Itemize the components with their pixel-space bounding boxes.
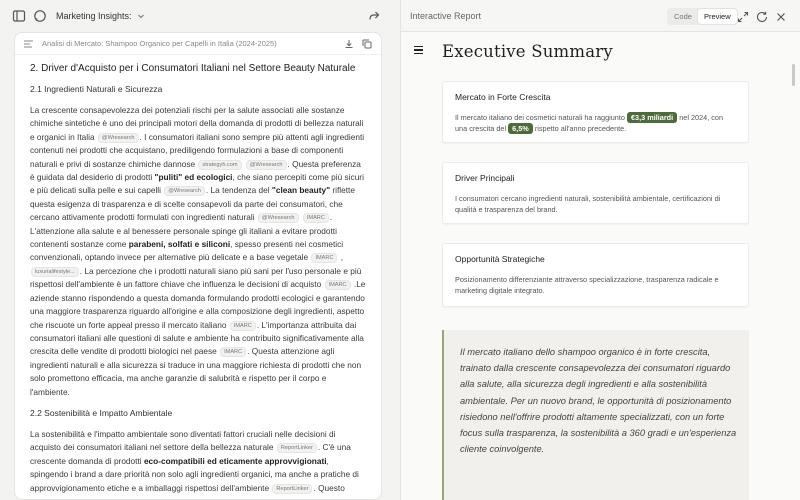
text-run: .Le aziende stanno rispondendo a questa domanda formulando prodotti ecologici e garantendo una maggiore trasparenza riguardo all'origine e alla composizione degli ingredienti, aspetto che riscuote un forte appeal presso il mercato italiano xyxy=(30,279,366,330)
tab-preview[interactable]: Preview xyxy=(698,9,737,24)
text-run: nel 2024, con una crescita del xyxy=(455,113,724,133)
text-run: La crescente consapevolezza dei potenziali rischi per la salute associati alle sostanze chimiche sintetiche è uno dei principali motori della domanda di prodotti di bellezza naturali e organici in Italia xyxy=(30,105,364,142)
text-run: Il mercato italiano dei cosmetici naturali ha raggiunto xyxy=(455,113,625,122)
refresh-icon[interactable] xyxy=(754,9,770,25)
text-run: , spesso presenti nei cosmetici convenzionali, optando invece per alternative più delicate e a base vegetale xyxy=(30,239,344,263)
citation-chip[interactable]: IMARC xyxy=(303,213,329,223)
report-title: Executive Summary xyxy=(442,42,613,61)
report-pane xyxy=(400,32,800,500)
share-icon[interactable] xyxy=(366,8,382,24)
citation-chip[interactable]: luxurialifestyle... xyxy=(31,267,79,277)
text-run: La sostenibilità e l'impatto ambientale sono diventati fattori cruciali nelle decisioni di acquisto dei consumatori italiani nel settore della bellezza naturale xyxy=(30,428,336,453)
card-heading: Opportunità Strategiche xyxy=(455,254,545,264)
citation-chip[interactable]: @Wresearch xyxy=(246,160,287,170)
tab-code[interactable]: Code xyxy=(674,12,692,21)
right-topbar xyxy=(400,0,800,32)
expand-icon[interactable] xyxy=(735,9,751,25)
summary-card-drivers xyxy=(442,162,749,224)
download-icon[interactable] xyxy=(344,39,354,49)
citation-chip[interactable]: @Wresearch xyxy=(258,213,299,223)
view-toggle xyxy=(667,8,738,25)
text-run: . La percezione che i prodotti naturali siano più sani per l'uso personale e più rispettosi dell'ambiente è un fattore chiave che influenza le decisioni di acquisto xyxy=(30,265,362,290)
close-icon[interactable] xyxy=(773,9,789,25)
card-heading: Mercato in Forte Crescita xyxy=(455,92,551,102)
summary-card-market xyxy=(442,81,749,143)
list-icon[interactable] xyxy=(24,40,33,48)
citation-chip[interactable]: ReportLinker xyxy=(272,484,312,494)
card-text: I consumatori cercano ingredienti naturali, sostenibilità ambientale, certificazioni di qualità e trasparenza del brand. xyxy=(455,194,721,214)
copy-icon[interactable] xyxy=(362,39,372,49)
sidebar-toggle-icon[interactable] xyxy=(11,8,27,24)
text-run: . Questa preferenza è guidata dal desiderio di prodotti xyxy=(30,158,361,183)
citation-chip[interactable]: IMARC xyxy=(230,321,256,331)
citation-chip[interactable]: IMARC xyxy=(325,280,351,290)
subsection-heading: 2.2 Sostenibilità e Impatto Ambientale xyxy=(30,407,173,418)
text-run: . Questa attenzione agli ingredienti naturali e alla sicurezza si traduce in una maggiore richiesta di prodotti che non solo promettono efficacia, ma anche garanzie di salubrità e rispetto per il corpo e l'ambiente. xyxy=(30,346,362,397)
highlight-value: 6,5% xyxy=(508,123,533,134)
bold-text: "puliti" ed ecologici xyxy=(154,172,233,183)
document-title: Analisi di Mercato: Shampoo Organico per Capelli in Italia (2024-2025) xyxy=(42,39,277,48)
citation-chip[interactable]: IMARC xyxy=(311,253,337,263)
citation-chip[interactable]: ReportLinker xyxy=(277,443,317,453)
left-topbar xyxy=(0,0,400,32)
bold-text: eco-compatibili ed eticamente approvvigionati xyxy=(143,455,327,466)
text-run: . La tendenza del xyxy=(205,185,270,196)
text-run: . Questo xyxy=(313,482,345,493)
bold-text: "clean beauty" xyxy=(271,185,331,196)
subsection-heading: 2.1 Ingredienti Naturali e Sicurezza xyxy=(30,84,163,94)
menu-icon[interactable] xyxy=(414,46,423,54)
summary-card-opportunities xyxy=(442,243,749,307)
chat-icon[interactable] xyxy=(32,8,48,24)
text-run: . C'è una crescente domanda di prodotti xyxy=(30,442,351,466)
text-run: riflette questa esigenza di trasparenza e di scelte consapevoli da parte dei consumatori, che cercano attivamente prodotti formulati con ingredienti naturali xyxy=(30,185,355,223)
scrollbar[interactable] xyxy=(792,64,795,86)
text-run: , spingendo i brand a dare priorità non solo agli ingredienti organici, ma anche a pratiche di approvvigionamento etiche e a imballaggi rispettosi dell'ambiente xyxy=(30,455,359,493)
text-run: rispetto all'anno precedente. xyxy=(534,124,627,133)
conclusion-quote xyxy=(442,330,749,500)
highlight-value: €3,3 miliardi xyxy=(627,112,677,123)
section-heading: 2. Driver d'Acquisto per i Consumatori Italiani nel Settore Beauty Naturale xyxy=(30,63,356,74)
text-run: . L'importanza attribuita dai consumatori italiani alle questioni di salute e ambiente ha contribuito significativamente alla crescita delle vendite di prodotti biologici nel paese xyxy=(30,319,364,357)
citation-chip[interactable]: @Wresearch xyxy=(164,186,205,196)
card-heading: Driver Principali xyxy=(455,173,515,183)
paragraph xyxy=(30,428,366,495)
quote-text: Il mercato italiano dello shampoo organico è in forte crescita, trainato dalla crescente consapevolezza dei consumatori riguardo alla salute, alla sicurezza degli ingredienti e alla sostenibilità ambientale. Per un nuovo brand, le opportunità di posizionamento risiedono nell'offrire prodotti altamente specializzati, con un forte focus sulla trasparenza, la sostenibilità a 360 gradi e un'esperienza cliente coinvolgente. xyxy=(460,347,737,455)
chevron-down-icon[interactable] xyxy=(136,11,146,21)
citation-chip[interactable]: strategyh.com xyxy=(198,160,241,170)
document-panel xyxy=(14,32,382,500)
text-run: . L'attenzione alla salute e al benessere personale spinge gli italiani a evitare prodotti contenenti sostanze come xyxy=(30,212,337,250)
card-text: Posizionamento differenziante attraverso specializzazione, trasparenza radicale e marketing digitale integrato. xyxy=(455,275,719,295)
card-text xyxy=(455,112,736,134)
report-label: Interactive Report xyxy=(410,10,482,21)
text-run: . I consumatori italiani sono sempre più attenti agli ingredienti contenuti nei prodotti che acquistano, prediligendo formulazioni a base di componenti naturali e privi di sostanze chimiche dannose xyxy=(30,131,365,169)
document-header xyxy=(15,33,381,55)
conversation-title[interactable]: Marketing Insights: xyxy=(56,11,132,21)
bold-text: parabeni, solfati e siliconi xyxy=(128,239,231,250)
citation-chip[interactable]: @Wresearch xyxy=(98,133,139,143)
citation-chip[interactable]: IMARC xyxy=(220,347,246,357)
paragraph: La crescente consapevolezza dei potenziali rischi per la salute associati alle sostanze chimiche sintetiche è uno dei principali motori della domanda di prodotti di bellezza naturali e organici in Italia @Wresearch . I consumatori italiani sono sempre più attenti agli ingredienti contenuti nei prodotti che acquistano, prediligendo formulazioni a base di componenti naturali e privi di sostanze chimiche dannose strategyh.com @Wresearch . Questa preferenza è guidata dal desiderio di prodotti "puliti" ed ecologici, che siano percepiti come più sicuri e più delicati sulla pelle e sui capelli @Wresearch . La tendenza del "clean beauty" riflette questa esigenza di trasparenza e di scelte consapevoli da parte dei consumatori, che cercano attivamente prodotti formulati con ingredienti naturali @Wresearch IMARC . L'attenzione alla salute e al benessere personale spinge gli italiani a evitare prodotti contenenti sostanze come parabeni, solfati e siliconi, spesso presenti nei cosmetici convenzionali, optando invece per alternative più delicate e a base vegetale IMARC , luxurialifestyle... . La percezione che i prodotti naturali siano più sani per l'uso personale e più rispettosi dell'ambiente è un fattore chiave che influenza le decisioni di acquisto IMARC .Le aziende stanno rispondendo a questa domanda formulando prodotti ecologici e garantendo una maggiore trasparenza riguardo all'origine e alla composizione degli ingredienti, aspetto che riscuote un forte appeal presso il mercato italiano IMARC . L'importanza attribuita dai consumatori italiani alle questioni di salute e ambiente ha contribuito significativamente alla crescita delle vendite di prodotti biologici nel paese IMARC . Questa attenzione agli ingredienti naturali e alla sicurezza si traduce in una maggiore richiesta di prodotti che non solo promettono efficacia, ma anche garanzie di salubrità e rispetto per il corpo e l'ambiente. xyxy=(30,105,366,397)
text-run: , che siano percepiti come più sicuri e più delicati sulla pelle e sui capelli xyxy=(30,172,364,196)
